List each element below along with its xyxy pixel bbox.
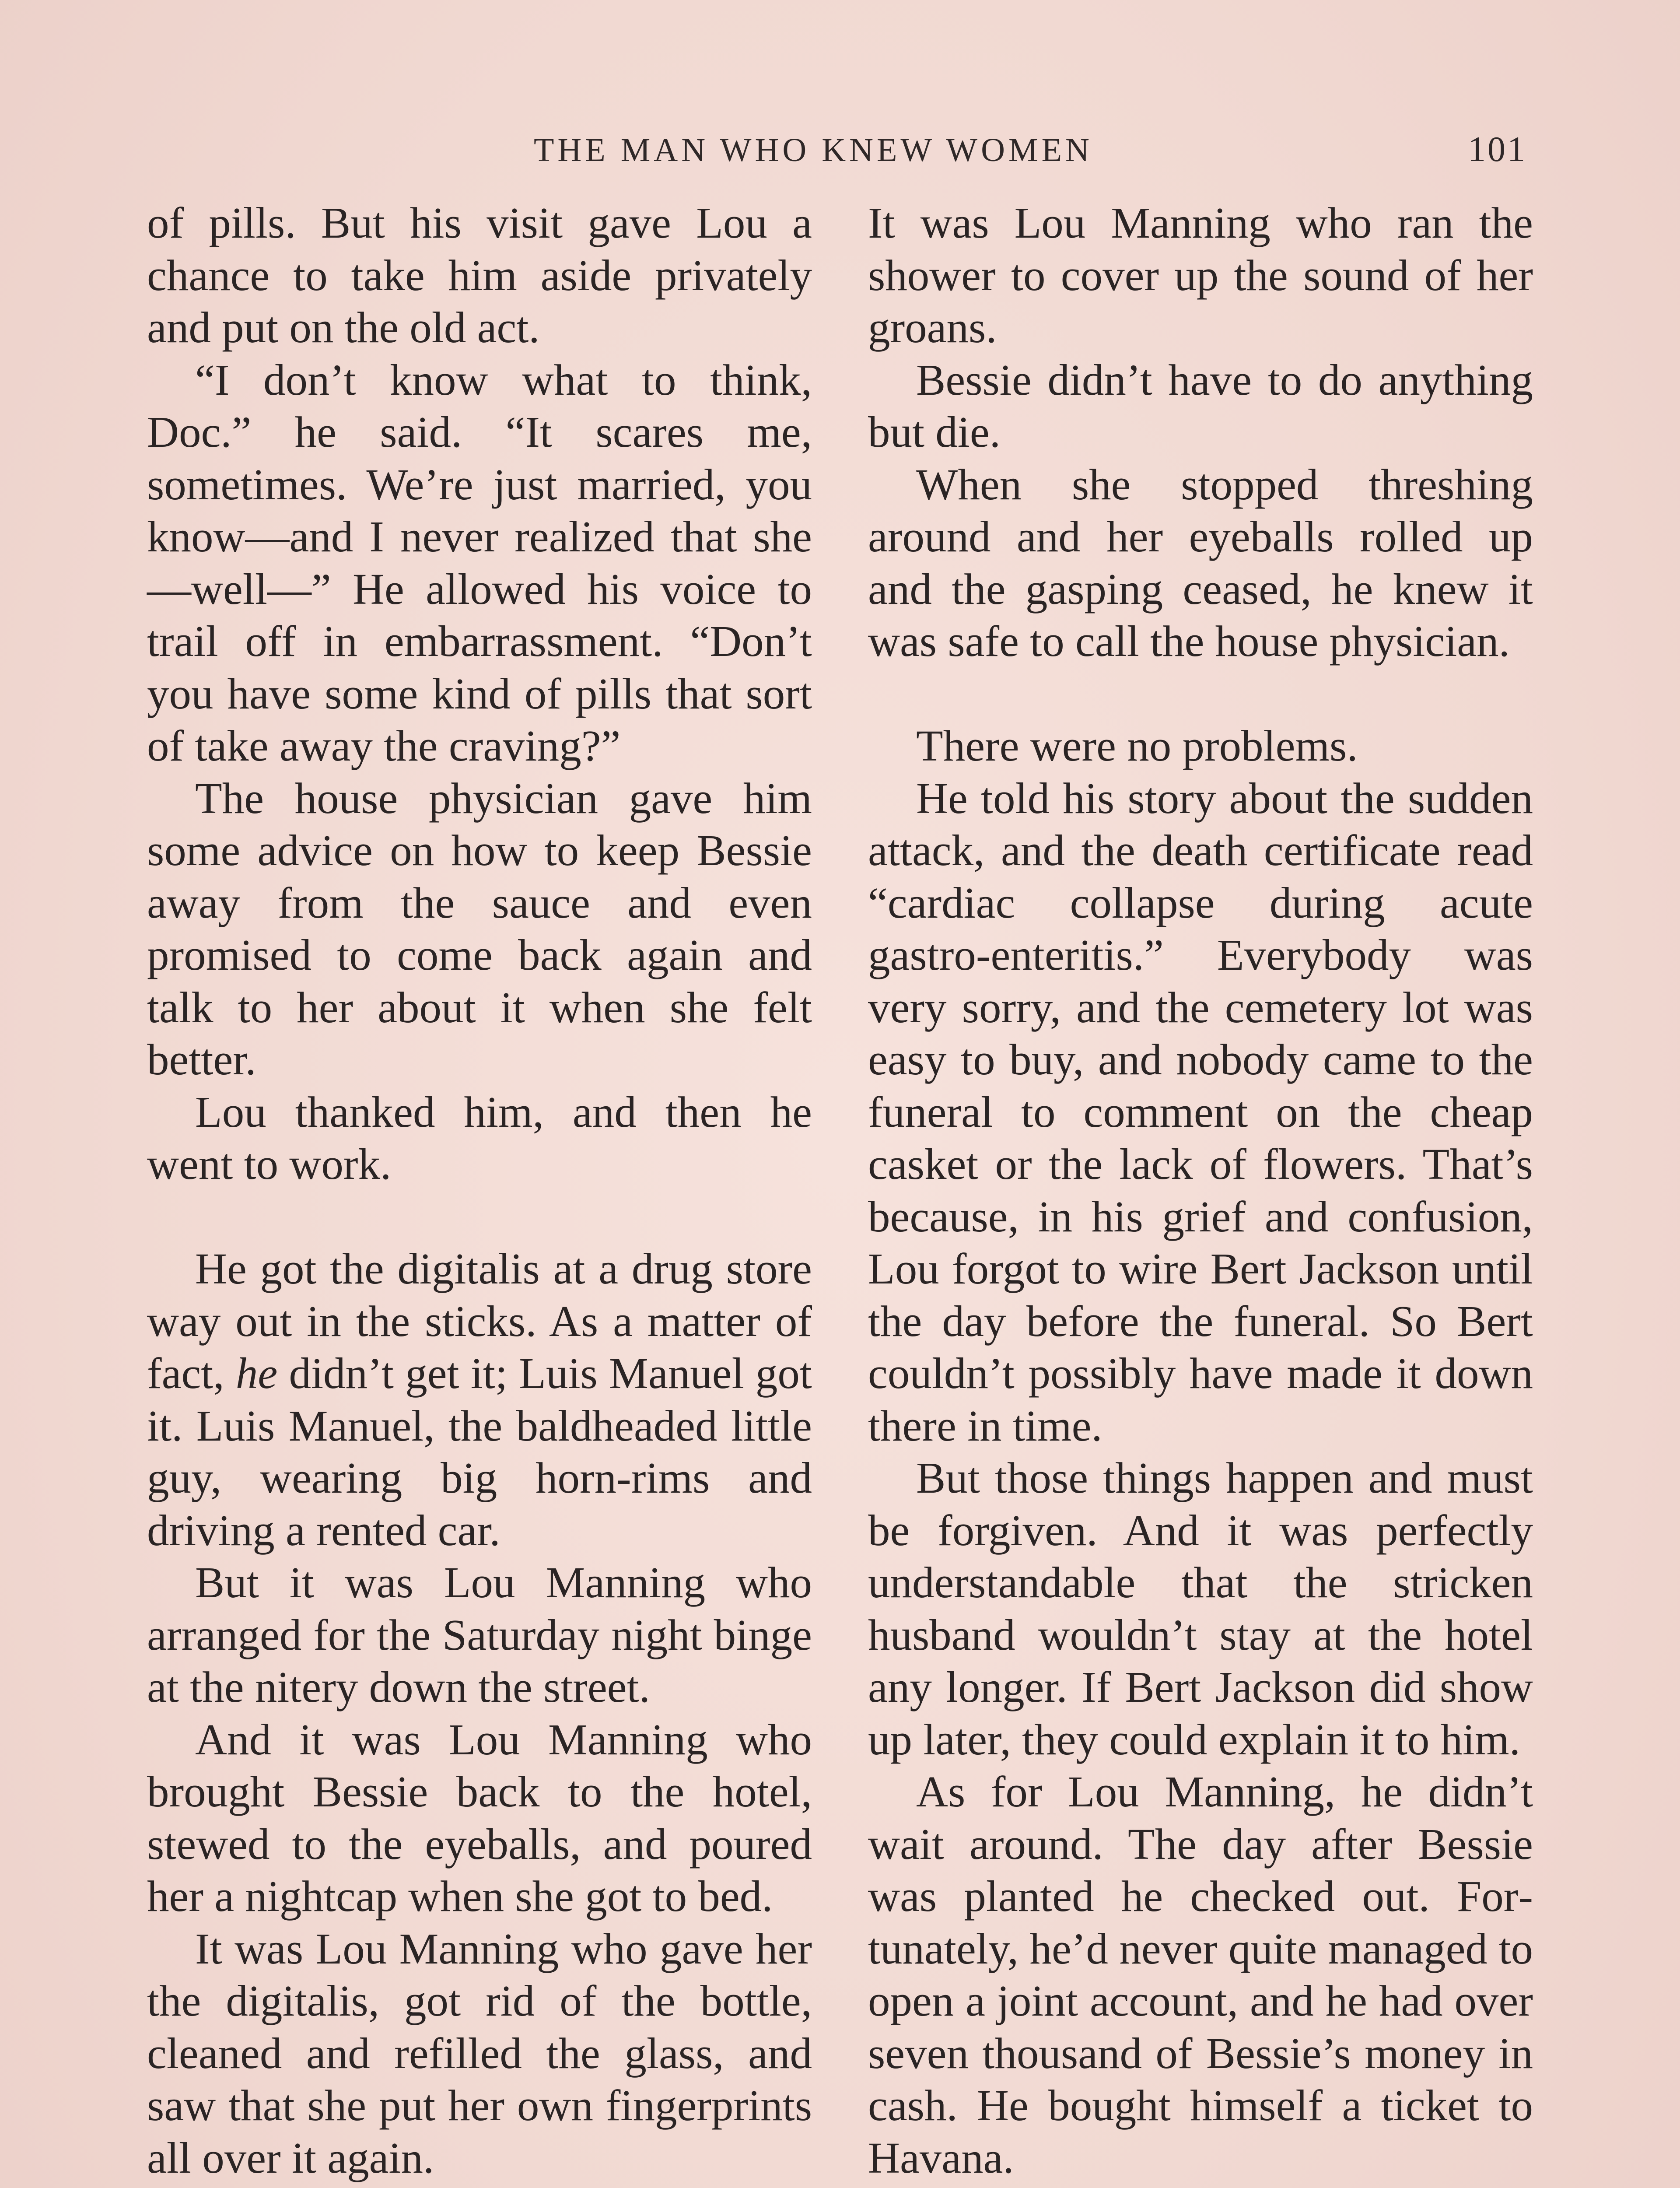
paragraph: It was Lou Manning who ran the shower to cover up the sound of her groans.: [868, 198, 1533, 352]
paragraph: of pills. But his visit gave Lou a chance to take him aside privately and put on the old act.: [147, 198, 812, 352]
paragraph-part: He got the digitalis at a drug store way out in the sticks. As a matter of fact,: [147, 1244, 812, 1398]
emphasis: he: [235, 1349, 278, 1398]
paragraph: He told his story about the sudden attack, and the death certificate read “cardiac collapse during acute gastro-enteritis.” Everybody was very sorry, and the cemetery lot was easy to buy, and nobody came to the funeral to comment on the cheap casket or the lack of flowers. That’s because, in his grief and confusion, Lou forgot to wire Bert Jackson until the day before the funeral. So Bert couldn’t possibly have made it down there in time.: [868, 773, 1533, 1450]
right-column: [868, 197, 1533, 2184]
paragraph: [147, 1243, 812, 1557]
paragraph: But those things happen and must be forgiven. And it was perfectly understandable that the stricken husband wouldn’t stay at the hotel any longer. If Bert Jackson did show up later, they could explain it to him.: [868, 1453, 1533, 1764]
paragraph: It was Lou Manning who gave her the digitalis, got rid of the bottle, cleaned and refilled the glass, and saw that she put her own fingerprints all over it again.: [147, 1924, 812, 2182]
paragraph: Lou thanked him, and then he went to work.: [147, 1087, 812, 1189]
running-head: THE MAN WHO KNEW WOMEN: [534, 132, 1093, 168]
paragraph: The house physician gave him some advice on how to keep Bessie away from the sauce and even promised to come back again and talk to her about it when she felt better.: [147, 773, 812, 1084]
paragraph-part: didn’t get it; Luis Manuel got it. Luis Manuel, the baldheaded little guy, wearing big horn-rims and driving a rented car.: [147, 1349, 812, 1555]
paragraph: There were no problems.: [916, 721, 1358, 770]
paragraph: And it was Lou Manning who brought Bessie back to the hotel, stewed to the eyeballs, and poured her a nightcap when she got to bed.: [147, 1715, 812, 1921]
paragraph: “I don’t know what to think, Doc.” he said. “It scares me, sometimes. We’re just married, you know—and I never realized that she—well—” He allowed his voice to trail off in embarrassment. “Don’t you have some kind of pills that sort of take away the craving?”: [147, 355, 812, 770]
paragraph: When she stopped threshing around and her eyeballs rolled up and the gasping ceased, he knew it was safe to call the house physician.: [868, 459, 1533, 666]
paragraph: But it was Lou Manning who arranged for the Saturday night binge at the nitery down the street.: [147, 1558, 812, 1711]
paragraph: Bessie didn’t have to do anything but die.: [868, 355, 1533, 456]
left-column: [147, 197, 812, 2184]
page-number: 101: [1468, 129, 1527, 169]
paragraph: As for Lou Manning, he didn’t wait around. The day after Bessie was planted he checked out. Fortunately, he’d never quite managed to open a joint account, and he had over seven thousand of Bessie’s money in cash. He bought himself a ticket to Havana.: [868, 1767, 1533, 2182]
